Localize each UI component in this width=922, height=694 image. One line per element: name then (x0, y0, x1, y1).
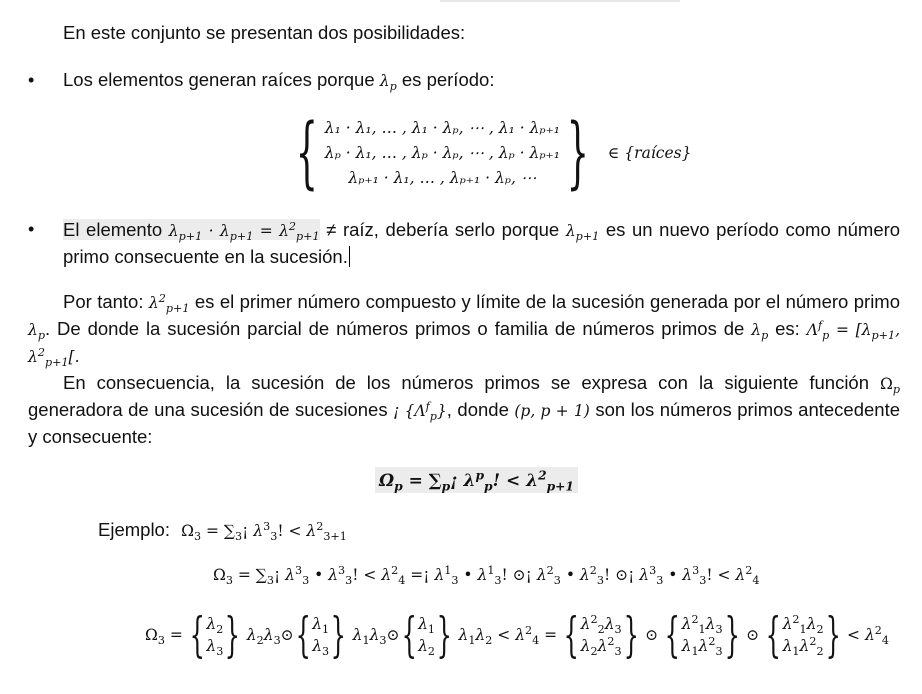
bullet-1-tail: es período: (401, 69, 495, 90)
para2-a: En consecuencia, la sucesión de los números primos se expresa con la siguiente función (63, 372, 870, 393)
para2-b: generadora de una sucesión de sucesiones (28, 399, 388, 420)
intro-text: En este conjunto se presentan dos posibilidades: (63, 22, 466, 43)
matrix-row-2: λₚ · λ₁, … , λₚ · λₚ, ⋯ , λₚ · λₚ₊₁ (324, 143, 560, 162)
roots-matrix (282, 108, 692, 198)
para1-a: Por tanto: (63, 291, 144, 312)
paragraph-por-tanto: Por tanto: $\lambda^2_{p+1}$ es el primer número compuesto y límite de la sucesión generada por el número primo $\lambda_p$. De donde la sucesión parcial de números primos o familia de números primos de $\lambda_p$ es: $\Lambda^f_p = [\lambda_{p+1}$, $\lambda^2_{p+1}$[. (28, 291, 901, 370)
example-label: Ejemplo: (98, 519, 170, 540)
generating-function: $\Omega_p$ = $\sum_p¡$ $\lambda^p_p$! < $\lambda^2_{p+1}$ (375, 467, 578, 493)
bullet-2-part1: El elemento (63, 219, 163, 240)
bullet-2-part3: es un nuevo período como número primo consecuente en la sucesión. (63, 219, 901, 267)
matrix-row-3: λₚ₊₁ · λ₁, … , λₚ₊₁ · λₚ, ⋯ (348, 168, 537, 187)
example-expansion: $\Omega_3$ = $\sum_3¡$ $\lambda^3_3$ • $\lambda^3_3$! < $\lambda^2_4$ =¡ $\lambda^1_3$ • $\lambda^1_3$! ⊙¡ $\lambda^2_3$ • $\lambda^2_3$! ⊙¡ $\lambda^3_3$ • $\lambda^3_3$! < $\lambda^2_4$ (213, 563, 760, 588)
para2-d: son los números primos antecedente y consecuente: (28, 399, 901, 447)
example-expr: $\Omega_3$ = $\sum_3¡$ $\lambda^3_3$! < $\lambda^2_{3+1}$ (181, 519, 347, 544)
lambda-p: $\lambda_p$ (379, 72, 397, 94)
roots-set: ∈ {raíces} (607, 144, 692, 162)
para1-b: es el primer número compuesto y límite de la sucesión generada por el número primo (194, 291, 901, 312)
bullet-marker: • (28, 70, 35, 90)
para1-c: . De donde la sucesión parcial de números primos o familia de números primos de (44, 318, 745, 339)
left-brace: { (295, 108, 318, 198)
example-brace-formula: $\Omega_3$ = { $\lambda_2$ $\lambda_3$} $\lambda_2\lambda_3⊙${ $\lambda_1$ $\lambda_3$} $\lambda_1\lambda_3⊙${ $\lambda_1$ $\lambda_2$} $\lambda_1\lambda_2 < \lambda^2_4$ = { $\lambda^2_2\lambda_3$ $\lambda_2\lambda^2_3$} ⊙ { $\lambda^2_1\lambda_3$ $\lambda_1\lambda^2_3$} ⊙ { $\lambda^2_1\lambda_2$ $\lambda_1\lambda^2_2\} < \lambda^2_4$ (145, 607, 889, 663)
lambda-p1: $\lambda_{p+1}$ (565, 222, 600, 244)
para1-d: es: (775, 318, 800, 339)
bullet-marker: • (28, 219, 35, 239)
right-brace: } (566, 108, 590, 198)
bullet-2-part2: ≠ raíz, debería serlo porque (326, 219, 560, 240)
bullet-1-text: Los elementos generan raíces porque (63, 69, 375, 90)
element-expr: $\lambda_{p+1} \cdot \lambda_{p+1} = \lambda^2_{p+1}$ (168, 219, 320, 244)
family-expr: $\Lambda^f_p = [\lambda_{p+1}$, $\lambda^2_{p+1}$[. (28, 318, 901, 370)
page-top-edge (440, 0, 680, 2)
para2-c: , donde (446, 399, 509, 420)
text-cursor (349, 246, 350, 267)
bullet-2 (63, 217, 900, 269)
paragraph-consecuencia: En consecuencia, la sucesión de los números primos se expresa con la siguiente función $\Omega_p$ generadora de una sucesión de sucesiones ¡ $\{\Lambda^f_p\}$, donde (p, p + 1) son los números primos antecedente y consecuente: (28, 372, 901, 447)
example-line (98, 519, 347, 544)
matrix-rows (325, 116, 560, 191)
matrix-row-1: λ₁ · λ₁, … , λ₁ · λₚ, ⋯ , λ₁ · λₚ₊₁ (324, 118, 560, 137)
bullet-1 (63, 69, 495, 94)
